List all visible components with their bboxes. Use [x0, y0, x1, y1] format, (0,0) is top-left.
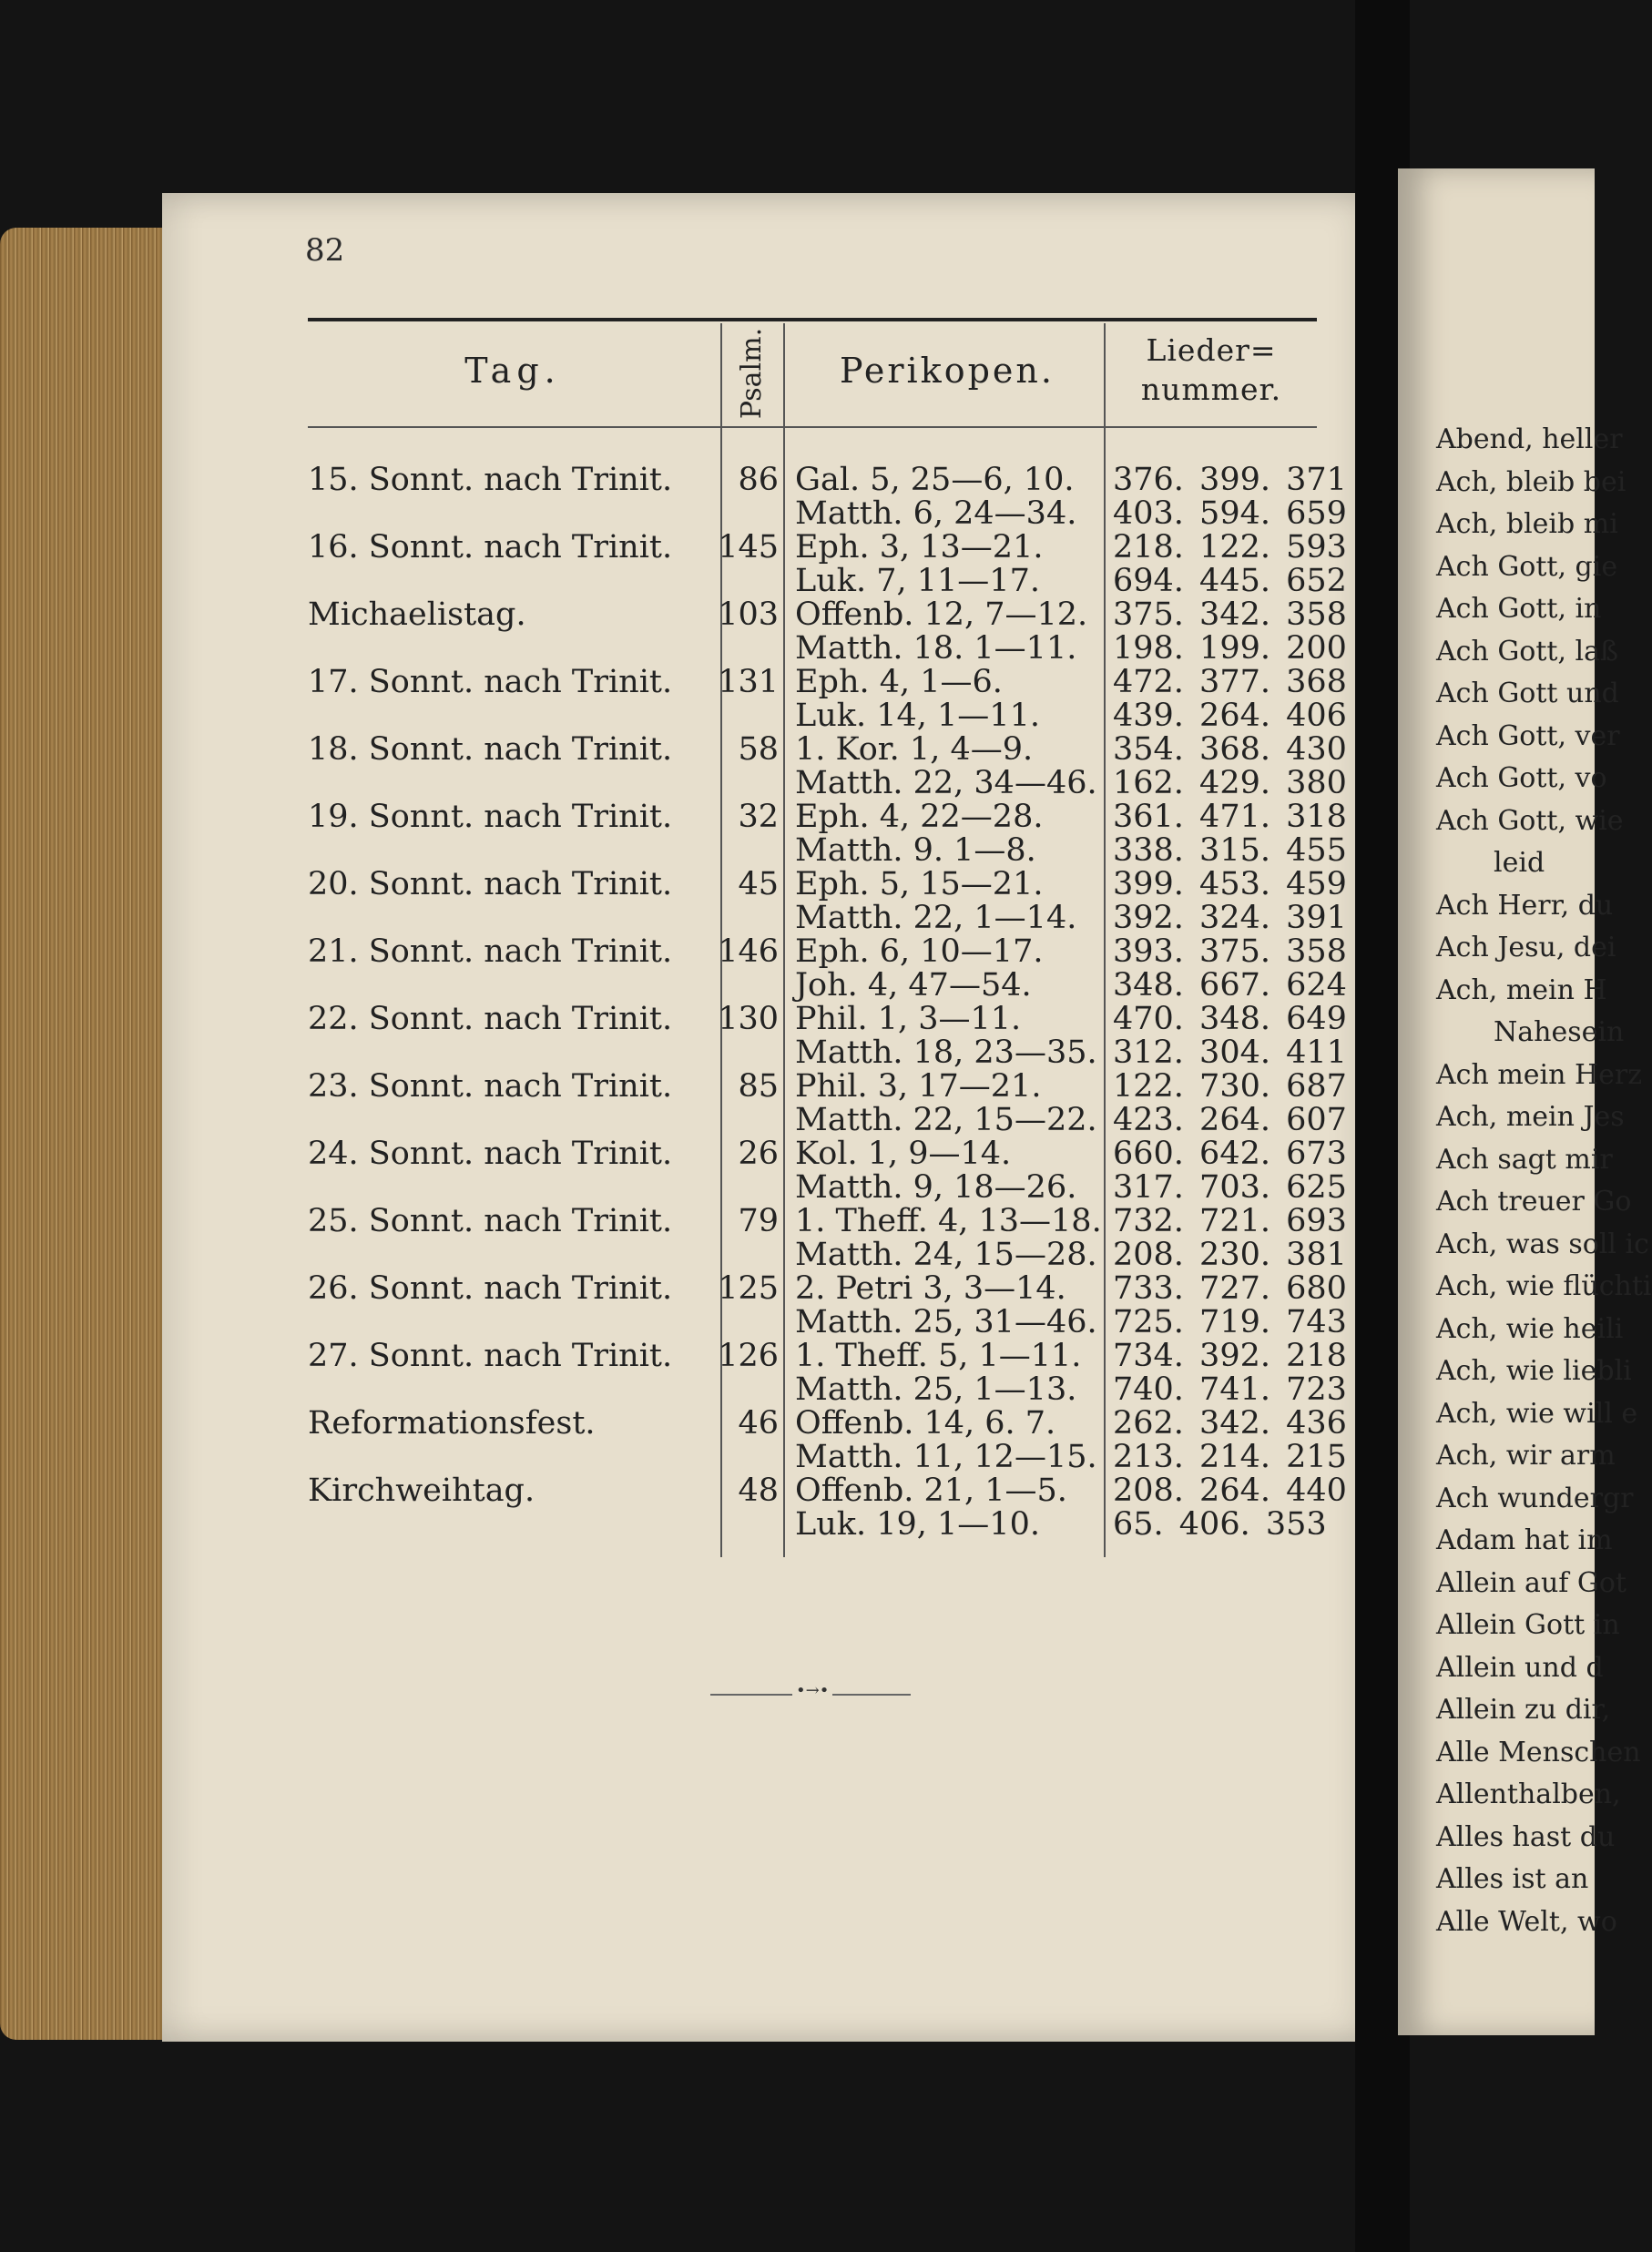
row-day: 23. Sonnt. nach Trinit. [308, 1068, 673, 1105]
row-psalm: 32 [738, 799, 779, 835]
row-pericope: Luk. 14, 1—11. [795, 698, 1040, 734]
row-psalm: 48 [738, 1472, 779, 1509]
right-page-line: Ach Gott, ver [1436, 719, 1620, 752]
row-song-numbers: 392. 324. 391 [1113, 900, 1347, 936]
row-song-numbers: 338. 315. 455 [1113, 832, 1347, 869]
header-songs-line2: nummer. [1140, 372, 1282, 407]
row-pericope: Matth. 18, 23—35. [795, 1034, 1097, 1071]
header-songs-line1: Lieder= [1146, 332, 1277, 368]
row-pericope: 1. Theff. 4, 13—18. [795, 1203, 1102, 1239]
row-pericope: 1. Theff. 5, 1—11. [795, 1338, 1082, 1374]
row-pericope: Matth. 25, 31—46. [795, 1304, 1097, 1340]
row-song-numbers: 423. 264. 607 [1113, 1102, 1347, 1138]
right-page-line: Ach, wie flüchti [1436, 1270, 1652, 1302]
right-page-line: Ach Gott und [1436, 678, 1619, 709]
row-pericope: Joh. 4, 47—54. [795, 967, 1032, 1004]
row-psalm: 125 [718, 1270, 779, 1307]
right-page-line: Allein auf Got [1436, 1566, 1627, 1599]
right-page-line: Alles hast du [1436, 1820, 1616, 1853]
right-page-line: Allein Gott in [1436, 1609, 1620, 1641]
row-song-numbers: 399. 453. 459 [1113, 866, 1347, 902]
right-page-line: Ach, mein Jes [1436, 1101, 1625, 1133]
row-pericope: 1. Kor. 1, 4—9. [795, 731, 1034, 768]
row-pericope: Eph. 3, 13—21. [795, 529, 1044, 566]
row-pericope: Eph. 5, 15—21. [795, 866, 1044, 902]
row-song-numbers: 734. 392. 218 [1113, 1338, 1347, 1374]
right-page-line: Ach sagt mir [1436, 1143, 1613, 1176]
row-psalm: 86 [738, 462, 779, 498]
row-song-numbers: 375. 342. 358 [1113, 596, 1347, 633]
row-song-numbers: 725. 719. 743 [1113, 1304, 1347, 1340]
row-song-numbers: 470. 348. 649 [1113, 1001, 1347, 1037]
row-day: Reformationsfest. [308, 1405, 596, 1442]
right-page-line: Alles ist an [1436, 1863, 1589, 1895]
row-pericope: Gal. 5, 25—6, 10. [795, 462, 1075, 498]
right-page-line: Adam hat im [1436, 1524, 1613, 1556]
column-divider-psalm [783, 323, 785, 1557]
right-page-line: Ach, wie heili [1436, 1312, 1624, 1345]
row-pericope: Offenb. 21, 1—5. [795, 1472, 1067, 1509]
row-psalm: 103 [718, 596, 779, 633]
row-day: 22. Sonnt. nach Trinit. [308, 1001, 673, 1037]
row-psalm: 79 [738, 1203, 779, 1239]
right-page-line: Allein und d [1436, 1651, 1604, 1684]
right-page-line: Alle Welt, wo [1436, 1905, 1617, 1938]
row-pericope: Matth. 9. 1—8. [795, 832, 1036, 869]
row-song-numbers: 733. 727. 680 [1113, 1270, 1347, 1307]
row-pericope: Luk. 19, 1—10. [795, 1506, 1040, 1543]
end-ornament [710, 1694, 911, 1696]
row-day: 18. Sonnt. nach Trinit. [308, 731, 673, 768]
header-pericopes: Perikopen. [840, 351, 1055, 391]
row-song-numbers: 393. 375. 358 [1113, 933, 1347, 970]
row-pericope: Matth. 22, 15—22. [795, 1102, 1097, 1138]
right-page-line: Abend, heller [1436, 423, 1623, 455]
right-page-line: Allein zu dir, [1436, 1694, 1611, 1726]
page-number: 82 [305, 232, 345, 269]
row-song-numbers: 208. 230. 381 [1113, 1237, 1347, 1273]
row-psalm: 130 [718, 1001, 779, 1037]
row-song-numbers: 65. 406. 353 [1113, 1506, 1327, 1543]
row-song-numbers: 213. 214. 215 [1113, 1439, 1347, 1475]
right-page-line: Ach, mein H [1436, 973, 1607, 1006]
row-pericope: Matth. 22, 34—46. [795, 765, 1097, 801]
row-pericope: 2. Petri 3, 3—14. [795, 1270, 1066, 1307]
row-song-numbers: 208. 264. 440 [1113, 1472, 1347, 1509]
row-song-numbers: 312. 304. 411 [1113, 1034, 1347, 1071]
row-song-numbers: 162. 429. 380 [1113, 765, 1347, 801]
row-pericope: Eph. 4, 22—28. [795, 799, 1044, 835]
right-page-line: Ach, bleib bei [1436, 465, 1627, 498]
right-page-line: Ach Gott, vo [1436, 762, 1607, 794]
row-day: 26. Sonnt. nach Trinit. [308, 1270, 673, 1307]
row-pericope: Eph. 6, 10—17. [795, 933, 1044, 970]
right-page-line: Ach, wie liebli [1436, 1355, 1632, 1387]
row-song-numbers: 694. 445. 652 [1113, 563, 1347, 599]
row-day: 25. Sonnt. nach Trinit. [308, 1203, 673, 1239]
row-song-numbers: 732. 721. 693 [1113, 1203, 1347, 1239]
row-pericope: Matth. 6, 24—34. [795, 495, 1077, 532]
row-song-numbers: 218. 122. 593 [1113, 529, 1347, 566]
row-song-numbers: 376. 399. 371 [1113, 462, 1347, 498]
row-psalm: 26 [738, 1136, 779, 1172]
table-header-rule [308, 426, 1317, 428]
row-song-numbers: 439. 264. 406 [1113, 698, 1347, 734]
row-pericope: Matth. 22, 1—14. [795, 900, 1077, 936]
header-psalm: Psalm. [735, 327, 768, 420]
row-pericope: Offenb. 14, 6. 7. [795, 1405, 1056, 1442]
row-psalm: 46 [738, 1405, 779, 1442]
row-pericope: Matth. 18. 1—11. [795, 630, 1077, 667]
row-psalm: 145 [718, 529, 779, 566]
row-day: 19. Sonnt. nach Trinit. [308, 799, 673, 835]
right-page-line: Ach mein Herz [1436, 1058, 1643, 1091]
row-psalm: 85 [738, 1068, 779, 1105]
row-song-numbers: 361. 471. 318 [1113, 799, 1347, 835]
column-divider-pericopes [1104, 323, 1106, 1557]
row-pericope: Matth. 25, 1—13. [795, 1371, 1077, 1408]
row-day: 20. Sonnt. nach Trinit. [308, 866, 673, 902]
row-song-numbers: 403. 594. 659 [1113, 495, 1347, 532]
right-page-line: Ach, wir arm [1436, 1440, 1616, 1472]
row-day: 21. Sonnt. nach Trinit. [308, 933, 673, 970]
right-page-line: Ach treuer Go [1436, 1186, 1632, 1218]
row-psalm: 146 [718, 933, 779, 970]
row-pericope: Offenb. 12, 7—12. [795, 596, 1088, 633]
row-pericope: Phil. 3, 17—21. [795, 1068, 1042, 1105]
row-song-numbers: 472. 377. 368 [1113, 664, 1347, 700]
header-day: Tag. [464, 351, 561, 391]
row-day: 27. Sonnt. nach Trinit. [308, 1338, 673, 1374]
row-pericope: Matth. 9, 18—26. [795, 1169, 1077, 1206]
row-song-numbers: 348. 667. 624 [1113, 967, 1347, 1004]
row-song-numbers: 198. 199. 200 [1113, 630, 1347, 667]
table-top-rule [308, 318, 1317, 321]
right-page-line: Ach Herr, du [1436, 889, 1614, 922]
row-song-numbers: 122. 730. 687 [1113, 1068, 1347, 1105]
right-page-line: Ach Gott, wie [1436, 804, 1624, 837]
right-page-line: Ach Jesu, dei [1436, 932, 1616, 963]
right-page-line: Alle Menschen [1436, 1736, 1641, 1768]
row-day: 17. Sonnt. nach Trinit. [308, 664, 673, 700]
right-page-line: Nahesein [1494, 1016, 1625, 1048]
row-song-numbers: 354. 368. 430 [1113, 731, 1347, 768]
row-pericope: Eph. 4, 1—6. [795, 664, 1003, 700]
right-page-line: Ach Gott, gie [1436, 550, 1618, 583]
row-day: 15. Sonnt. nach Trinit. [308, 462, 673, 498]
right-page [1398, 168, 1652, 2035]
row-day: Michaelistag. [308, 596, 526, 633]
right-page-line: Ach Gott, laß [1436, 635, 1619, 667]
row-song-numbers: 317. 703. 625 [1113, 1169, 1347, 1206]
row-song-numbers: 660. 642. 673 [1113, 1136, 1347, 1172]
row-psalm: 131 [718, 664, 779, 700]
right-page-line: Allenthalben, [1436, 1778, 1621, 1810]
right-page-line: Ach Gott, in [1436, 593, 1602, 625]
right-page-line: Ach, bleib mi [1436, 508, 1618, 540]
row-pericope: Phil. 1, 3—11. [795, 1001, 1022, 1037]
right-page-line: leid [1494, 847, 1545, 879]
row-day: 16. Sonnt. nach Trinit. [308, 529, 673, 566]
row-day: Kirchweihtag. [308, 1472, 535, 1509]
right-page-line: Ach, was soll ic [1436, 1228, 1649, 1260]
row-psalm: 126 [718, 1338, 779, 1374]
row-pericope: Matth. 11, 12—15. [795, 1439, 1097, 1475]
row-day: 24. Sonnt. nach Trinit. [308, 1136, 673, 1172]
row-pericope: Luk. 7, 11—17. [795, 563, 1040, 599]
row-psalm: 58 [738, 731, 779, 768]
row-pericope: Matth. 24, 15—28. [795, 1237, 1097, 1273]
right-page-line: Ach, wie will e [1436, 1397, 1638, 1430]
row-song-numbers: 740. 741. 723 [1113, 1371, 1347, 1408]
row-song-numbers: 262. 342. 436 [1113, 1405, 1347, 1442]
row-pericope: Kol. 1, 9—14. [795, 1136, 1012, 1172]
right-page-line: Ach wundergr [1436, 1482, 1634, 1514]
row-psalm: 45 [738, 866, 779, 902]
